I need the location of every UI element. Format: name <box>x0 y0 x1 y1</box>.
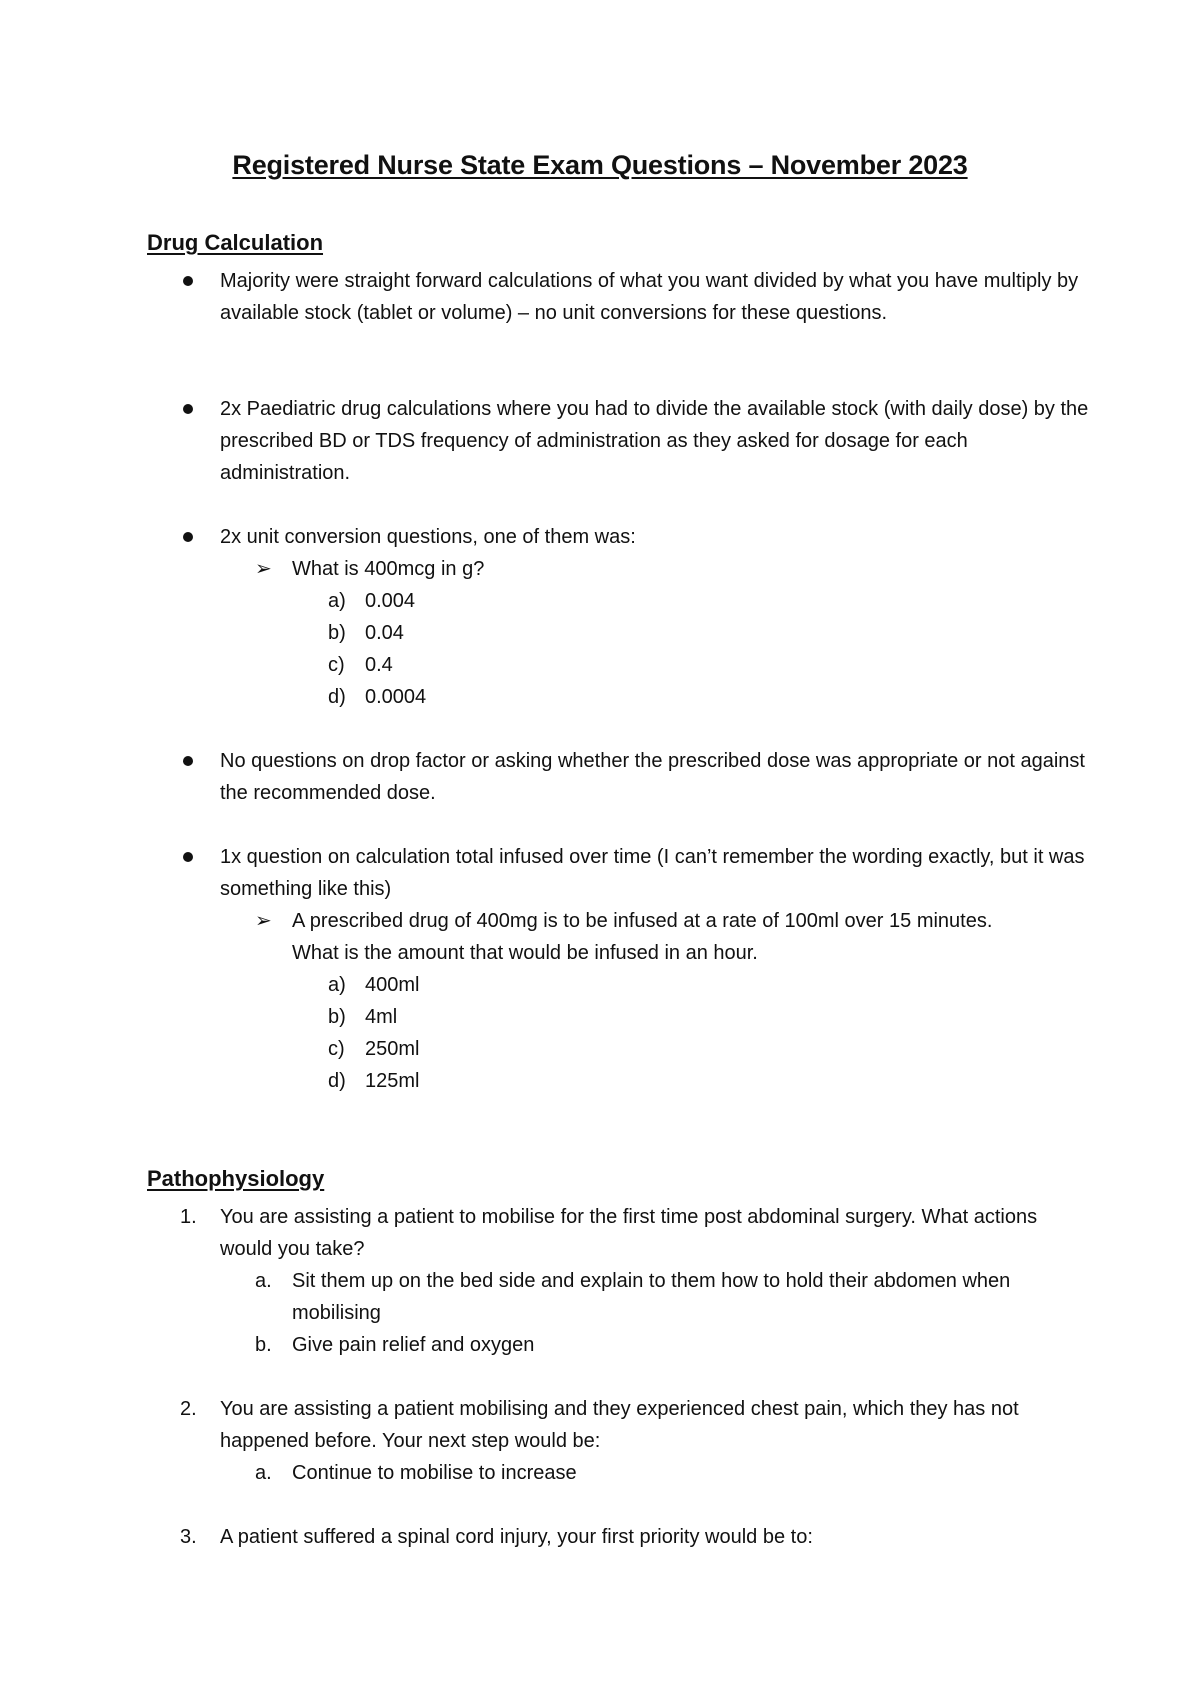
bullet-paediatric-calculations: 2x Paediatric drug calculations where you had to divide the available stock (with daily dose) by the prescribed BD or TDS frequency of administration as they asked for dosage for each administration. <box>220 398 1089 484</box>
option-text: 0.04 <box>365 622 404 644</box>
option-marker: d) <box>328 1070 346 1092</box>
question-chest-pain: You are assisting a patient mobilising and they experienced chest pain, which they has not happened before. Your next step would be: <box>220 1398 1019 1452</box>
option-marker: b. <box>255 1334 272 1356</box>
option-marker: a. <box>255 1462 272 1484</box>
question-spinal-cord-injury: A patient suffered a spinal cord injury, your first priority would be to: <box>220 1526 813 1548</box>
option-text: Continue to mobilise to increase <box>292 1462 577 1484</box>
bullet-majority-calculations: Majority were straight forward calculations of what you want divided by what you have multiply by available stock (tablet or volume) – no unit conversions for these questions. <box>220 270 1079 324</box>
question-number: 2. <box>180 1398 197 1420</box>
option-marker: c) <box>328 654 345 676</box>
bullet-no-drop-factor: No questions on drop factor or asking whether the prescribed dose was appropriate or not against the recommended dose. <box>220 750 1085 804</box>
option-text: Sit them up on the bed side and explain to them how to hold their abdomen when mobilising <box>292 1270 1011 1324</box>
option-text: 0.4 <box>365 654 393 676</box>
section-heading-drug-calculation: Drug Calculation <box>147 230 324 255</box>
section-heading-pathophysiology: Pathophysiology <box>147 1166 325 1191</box>
bullet-icon <box>183 756 193 766</box>
bullet-icon <box>183 404 193 414</box>
question-number: 3. <box>180 1526 197 1548</box>
sub-question-infusion: A prescribed drug of 400mg is to be infused at a rate of 100ml over 15 minutes. What is the amount that would be infused in an hour. <box>292 910 993 964</box>
page-title: Registered Nurse State Exam Questions – November 2023 <box>232 150 968 180</box>
bullet-icon <box>183 276 193 286</box>
bullet-icon <box>183 852 193 862</box>
question-mobilise-post-surgery: You are assisting a patient to mobilise for the first time post abdominal surgery. What actions would you take? <box>220 1206 1038 1260</box>
option-text: Give pain relief and oxygen <box>292 1334 535 1356</box>
question-number: 1. <box>180 1206 197 1228</box>
option-marker: a) <box>328 974 346 996</box>
option-text: 4ml <box>365 1006 398 1028</box>
option-text: 125ml <box>365 1070 420 1092</box>
option-text: 0.0004 <box>365 686 427 708</box>
option-marker: d) <box>328 686 346 708</box>
option-marker: b) <box>328 622 346 644</box>
arrowhead-bullet-icon: ➢ <box>255 558 272 580</box>
bullet-icon <box>183 532 193 542</box>
option-text: 250ml <box>365 1038 420 1060</box>
bullet-total-infused: 1x question on calculation total infused over time (I can’t remember the wording exactly, but it was something like this) <box>220 846 1085 900</box>
option-marker: b) <box>328 1006 346 1028</box>
option-text: 0.004 <box>365 590 416 612</box>
option-text: 400ml <box>365 974 420 996</box>
option-marker: a. <box>255 1270 272 1292</box>
sub-question-400mcg: What is 400mcg in g? <box>292 558 485 580</box>
arrowhead-bullet-icon: ➢ <box>255 910 272 932</box>
option-marker: a) <box>328 590 346 612</box>
option-marker: c) <box>328 1038 345 1060</box>
bullet-unit-conversion: 2x unit conversion questions, one of them was: <box>220 526 636 548</box>
